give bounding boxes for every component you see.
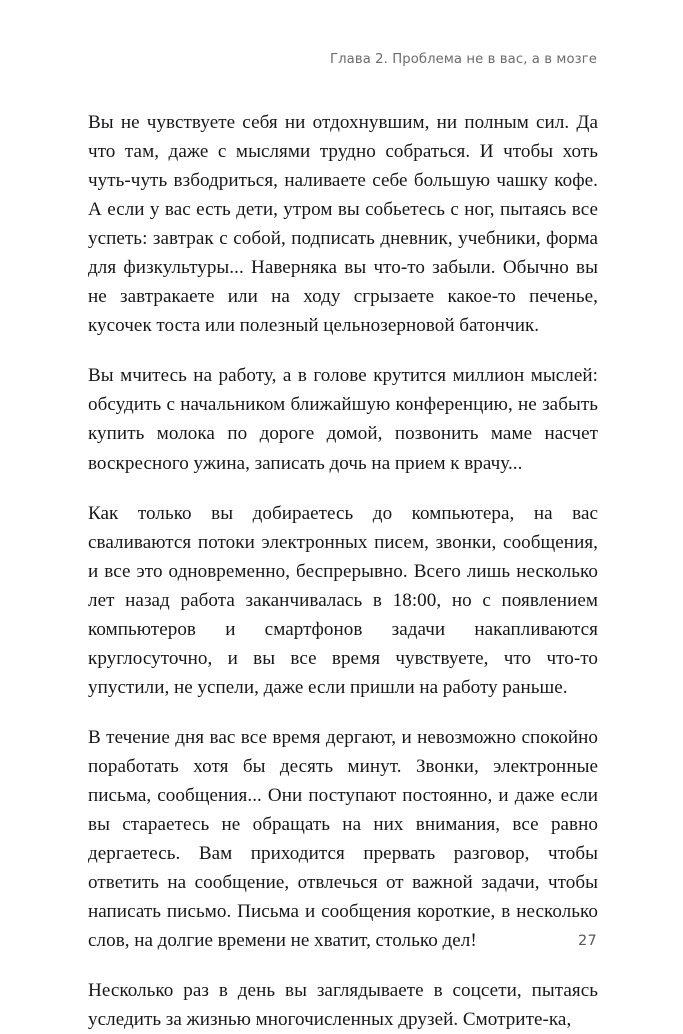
body-paragraph: Несколько раз в день вы заглядываете в соцсети, пытаясь уследить за жизнью многочисленных друзей. Смотрите-ка, xyxy=(88,980,598,1031)
body-paragraph: В течение дня вас все время дергают, и невозможно спокойно поработать хотя бы десять минут. Звонки, электронные письма, сообщения... Они поступают постоянно, и даже если вы стараетесь не обращать на них внимания, все равно дергаетесь. Вам приходится прервать разговор, чтобы ответить на сообщение, отвлечься от важной задачи, чтобы написать письмо. Письма и сообщения короткие, в несколько слов, на долгие времени не хватит, столько дел! xyxy=(88,726,598,952)
body-text-column xyxy=(88,108,598,1034)
running-head-chapter-title: Глава 2. Проблема не в вас, а в мозге xyxy=(329,52,597,67)
body-paragraph: Вы не чувствуете себя ни отдохнувшим, ни полным сил. Да что там, даже с мыслями трудно собраться. И чтобы хоть чуть-чуть взбодриться, наливаете себе большую чашку кофе. А если у вас есть дети, утром вы собьетесь с ног, пытаясь все успеть: завтрак с собой, подписать дневник, учебники, форма для физкультуры... Наверняка вы что-то забыли. Обычно вы не завтракаете или на ходу сгрызаете какое-то печенье, кусочек тоста или полезный цельнозерновой батончик. xyxy=(88,112,598,337)
page-number: 27 xyxy=(577,933,597,949)
body-paragraph: Вы мчитесь на работу, а в голове крутится миллион мыслей: обсудить с начальником ближайшую конференцию, не забыть купить молока по дороге домой, позвонить маме насчет воскресного ужина, записать дочь на прием к врачу... xyxy=(88,365,598,474)
body-paragraph: Как только вы добираетесь до компьютера, на вас сваливаются потоки электронных писем, звонки, сообщения, и все это одновременно, беспрерывно. Всего лишь несколько лет назад работа заканчивалась в 18:00, но с появлением компьютеров и смартфонов задачи накапливаются круглосуточно, и вы все время чувствуете, что что-то упустили, не успели, даже если пришли на работу раньше. xyxy=(88,502,598,698)
